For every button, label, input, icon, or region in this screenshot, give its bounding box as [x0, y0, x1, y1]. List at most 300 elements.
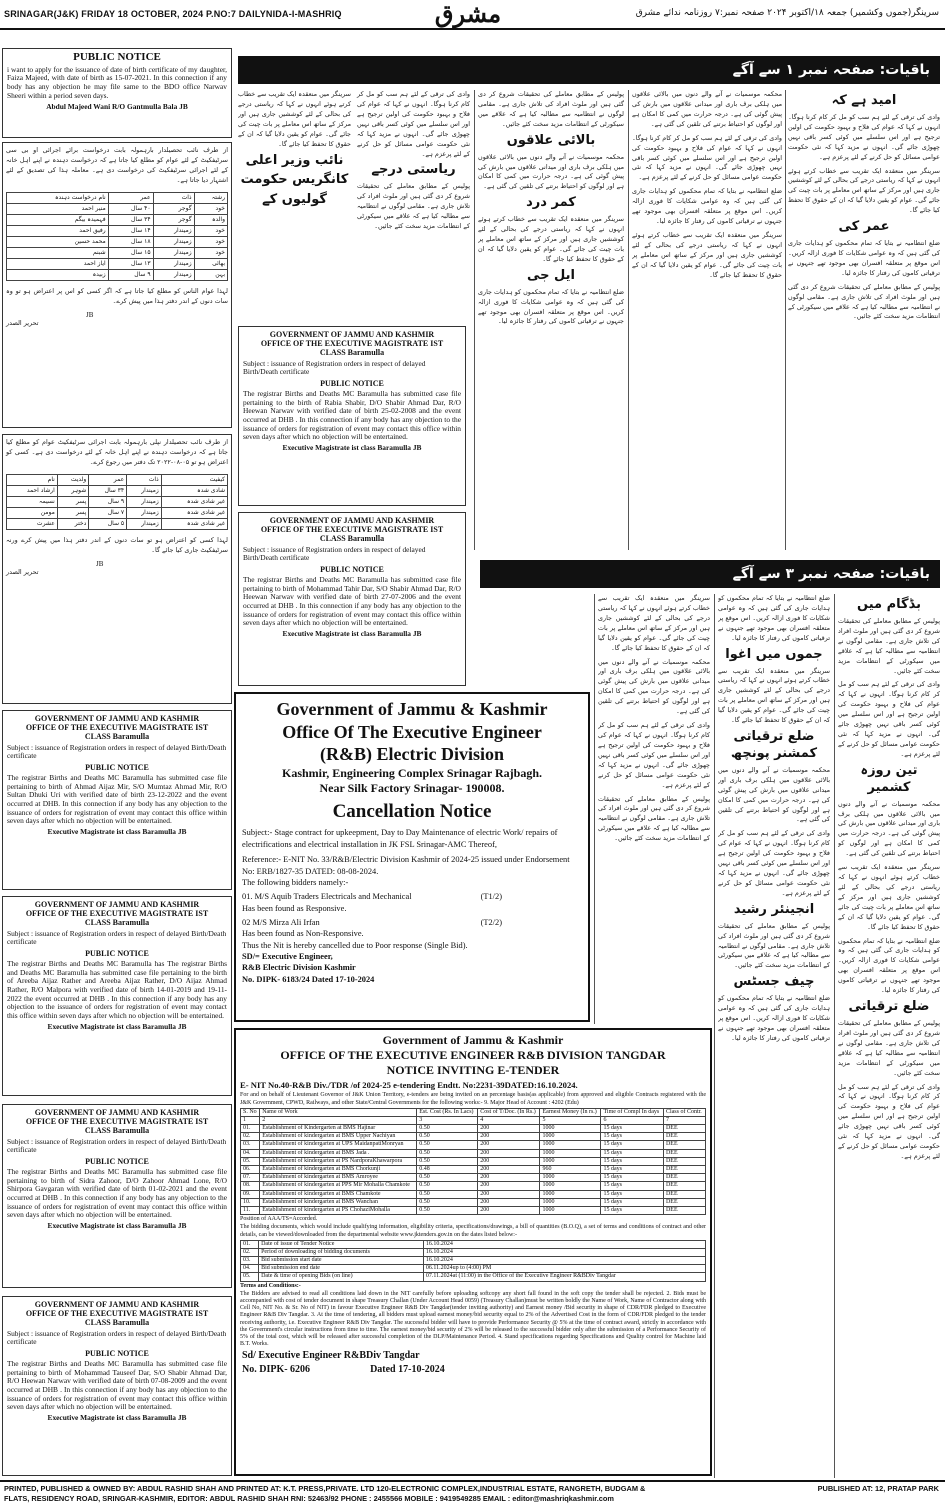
table-cell: زمیندار [153, 247, 194, 258]
table-row [7, 518, 228, 529]
table-cell: 200 [478, 1206, 540, 1214]
urdu-article-text: سرینگر میں منعقدہ ایک تقریب سے خطاب کرتے ہوئے انہوں نے کہا کہ ریاستی درجے کی بحالی کے لئے کوششیں جاری ہیں اور مرکز کے ساتھ اس معاملے پر بات چیت کی جائے گی۔ عوام کو یقین دلایا گیا کہ ان کے حقوق کا تحفظ کیا جائے گا۔ [238, 90, 351, 148]
table-cell: 15 days [601, 1182, 663, 1190]
table-cell: DEE [663, 1125, 705, 1133]
notice-title: PUBLIC NOTICE [320, 564, 384, 574]
table-cell: 15 days [601, 1157, 663, 1165]
table-cell: 11. [241, 1206, 260, 1214]
notice-h1: GOVERNMENT OF JAMMU AND KASHMIR [269, 516, 435, 525]
table-header-cell: Cost of T/Doc. (In Rs.) [478, 1108, 540, 1116]
table-row [7, 203, 228, 214]
notice-body: The registrar Births and Deaths MC Baramulla has submitted case file pertaining to birth of Mohammad Tahir Dar, S/O Shabir Ahmad Dar, R/O Heewan Narwav with verified date of birth 27-07-2006 and the event occurred at DHB . In this connection if any body has any objection to the issuance of orders for registration of event may contact this office within seven days after which no objection will be entertained. [243, 574, 461, 628]
table-cell: 03. [241, 1257, 259, 1265]
table-cell: زمیندار [153, 269, 194, 280]
table-cell: 07.11.2024at (11:00) in the Office of the Executive Engineer R&BDiv Tangdar [423, 1273, 705, 1281]
table-cell: 15 days [601, 1190, 663, 1198]
table-row [241, 1257, 706, 1265]
table-cell: Period of downloading of bidding documents [259, 1248, 424, 1256]
cn-sign-1: SD/= Executive Engineer, [242, 951, 333, 961]
table-cell: ۵ سال [89, 518, 127, 529]
urdu-article-text: وادی کی ترقی کے لئے ہم سب کو مل کر کام کرنا ہوگا۔ انہوں نے کہا کہ عوام کی فلاح و بہبود حکومت کی اولین ترجیح ہے اور اس سلسلے میں کوئی کسر باقی نہیں چھوڑی جائے گی۔ انہوں نے مزید کہا کہ نئی حکومت عوامی مسائل کو حل کرنے کے لئے پرعزم ہے۔ [598, 721, 710, 789]
table-cell: رشتہ [194, 192, 227, 203]
tender-sign-3: Dated 17-10-2024 [370, 1364, 445, 1376]
table-row [241, 1141, 706, 1149]
notice-h3: CLASS Baramulla [319, 534, 385, 544]
table-cell: Establishment of kindergarten at PS ChohaziMohalla [260, 1206, 417, 1214]
table-cell: 1000 [540, 1174, 601, 1182]
table-cell: 0.50 [417, 1174, 478, 1182]
table-row [241, 1206, 706, 1214]
notice-body: i want to apply for the issuance of date of birth certificate of my daughter, Faiza Majeed, with date of birth as 15-07-2021. In this connection if any body has any objection he may file same to the BDO office Narwav Sheeri within a period seven days. [7, 64, 227, 100]
notice-h1: GOVERNMENT OF JAMMU AND KASHMIR [269, 330, 435, 339]
urdu-notice-footer: لہذا کسی کو اعتراض ہو تو سات دنوں کے اندر دفتر ہذا میں پیش کرے ورنہ سرٹیفکیٹ جاری کیا جائے گا۔ [6, 535, 228, 554]
table-cell: بھائی [194, 258, 227, 269]
cn-heading-2: Office Of The Executive Engineer [282, 721, 542, 742]
urdu-article-text: محکمہ موسمیات نے آنے والے دنوں میں بالائی علاقوں میں ہلکی برف باری اور میدانی علاقوں میں بارش کی پیش گوئی کی ہے۔ درجہ حرارت میں کمی کا امکان ہے اور لوگوں کو احتیاط برتنے کی تلقین کی گئی ہے۔ [478, 152, 624, 191]
tender-terms-title: Terms and Conditions:- [240, 1282, 301, 1289]
masthead-left: SRINAGAR(J&K) FRIDAY 18 OCTOBER, 2024 P.NO:7 DAILYNIDA-I-MASHRIQ [4, 9, 342, 19]
newspaper-logo: مشرق [434, 0, 502, 28]
table-cell: ولدیت [57, 474, 88, 485]
notice-title: PUBLIC NOTICE [320, 378, 384, 388]
gov-notice [2, 1296, 232, 1476]
urdu-article-text: ضلع انتظامیہ نے بتایا کہ تمام محکموں کو ہدایات جاری کی گئی ہیں کہ وہ عوامی شکایات کا فوری ازالہ کریں۔ اس موقع پر متعلقہ افسران بھی موجود تھے جنہوں نے ترقیاتی کاموں کی رفتار کا جائزہ لیا۔ [838, 936, 940, 995]
tender-intro: For and on behalf of Lieutenant Governor of J&K Union Territory, e-tenders are being invited on an percentage basis(as applicable) from approved and eligible Contracts registered with the J&K Government, CPWD, Railways, and other State/Central Governments for the following works:- 9. Major Head of Account : 4202 (Edu) [240, 1092, 706, 1106]
table-header-cell: Class of Contr. [663, 1108, 705, 1116]
cn-cancel-text: Thus the Nit is hereby cancelled due to Poor response (Single Bid). [242, 940, 468, 950]
tender-heading-3: NOTICE INVITING E-TENDER [386, 1063, 560, 1077]
urdu-article-text: محکمہ موسمیات نے آنے والے دنوں میں بالائی علاقوں میں ہلکی برف باری اور میدانی علاقوں میں بارش کی پیش گوئی کی ہے۔ درجہ حرارت میں کمی کا امکان ہے اور لوگوں کو احتیاط برتنے کی تلقین کی گئی ہے۔ [838, 799, 940, 858]
urdu-article-text: محکمہ موسمیات نے آنے والے دنوں میں بالائی علاقوں میں ہلکی برف باری اور میدانی علاقوں میں بارش کی پیش گوئی کی ہے۔ درجہ حرارت میں کمی کا امکان ہے اور لوگوں کو احتیاط برتنے کی تلقین کی گئی ہے۔ [598, 657, 710, 716]
notice-h2: OFFICE OF THE EXECUTIVE MAGISTRATE IST [25, 909, 209, 919]
cancellation-notice [234, 692, 590, 1022]
table-cell: زمیندار [127, 485, 162, 496]
headline-umeed: امید ہے کہ [831, 93, 897, 108]
notice-sign: Executive Magistrate ist class Baramulla JB [282, 629, 422, 639]
table-cell: 200 [478, 1149, 540, 1157]
table-row [7, 269, 228, 280]
urdu-article-text: پولیس کے مطابق معاملے کی تحقیقات شروع کر دی گئی ہیں اور ملوث افراد کی تلاش جاری ہے۔ مقامی لوگوں نے انتظامیہ سے مطالبہ کیا ہے کہ علاقے میں سیکورٹی کے انتظامات مزید سخت کئے جائیں۔ [718, 921, 830, 970]
table-cell: والدہ [194, 214, 227, 225]
tender-notice [234, 1028, 712, 1476]
table-cell: DEE [663, 1190, 705, 1198]
table-cell: زبیدہ [7, 269, 109, 280]
headline-goliyon: گولیوں کے [262, 192, 327, 208]
table-cell: Date of issue of Tender Notice [259, 1240, 424, 1248]
notice-subject: Subject : issuance of Registration orders in respect of delayed Birth/Death certificate [7, 1328, 227, 1347]
cn-reference: Reference:- E-NIT No. 33/R&B/Electric Division Kashmir of 2024-25 issued under Endorsement No: ERB/1827-35 DATED: 08-08-2024. [242, 855, 570, 876]
table-cell: محمد حسین [7, 236, 109, 247]
notice-sign: Executive Magistrate ist class Baramulla JB [47, 1021, 187, 1031]
gov-notice [2, 1104, 232, 1288]
table-cell: غیر شادی شدہ [161, 518, 227, 529]
table-row [241, 1190, 706, 1198]
table-header-cell: S. No [241, 1108, 260, 1116]
table-cell: 1000 [540, 1133, 601, 1141]
cn-bidder-2-status: Has been found as Non-Responsive. [242, 929, 364, 939]
notice-body: The registrar Births and Deaths MC Baramulla has submitted case file pertaining to birth of Ahmad Aijaz Mir, S/O Mumtaz Ahmad Mir, R/O Sultan Dhuki Uri with verified date of birth 23-12-2022 and the event occurred at DHB. In this connection if any body has any objection to the issuance of orders for registration of event may contact this office within seven days after which no objection will be entertained. [7, 772, 227, 826]
notice-body: The registrar Births and Deaths MC Baramulla has submitted case file pertaining to birth of Sidra Zahoor, D/O Zahoor Ahmad Lone, R/O Shirpora Gavgaran with verified date of birth 01-02-2021 and the event occurred at DHB . In this connection if any body has any objection to the issuance of orders for registration of event may contact this office within seven days after which no objection will be entertained. [7, 1166, 227, 1220]
tender-sign-1: Sd/ Executive Engineer R&BDiv Tangdar [242, 1350, 420, 1362]
table-cell: 16.10.2024 [423, 1257, 705, 1265]
table-cell: پسر [57, 496, 88, 507]
table-cell: 02. [241, 1248, 259, 1256]
table-cell: ۱۴ سال [108, 225, 153, 236]
column-rule [785, 90, 786, 550]
table-cell: 200 [478, 1133, 540, 1141]
urdu-column-4 [238, 90, 470, 322]
urdu-article-text: سرینگر میں منعقدہ ایک تقریب سے خطاب کرتے ہوئے انہوں نے کہا کہ ریاستی درجے کی بحالی کے لئے کوششیں جاری ہیں اور مرکز کے ساتھ اس معاملے پر بات چیت کی جائے گی۔ عوام کو یقین دلایا گیا کہ ان کے حقوق کا تحفظ کیا جائے گا۔ [598, 594, 710, 652]
table-cell: رفیق احمد [7, 225, 109, 236]
table-row [7, 496, 228, 507]
notice-sign: Abdul Majeed Wani R/O Gantmulla Bala JB [46, 101, 188, 111]
headline-riyasti: ریاستی درجے [371, 162, 456, 178]
table-header-num: 6 [601, 1116, 663, 1124]
footer-line-2: FLATS, RESIDENCY ROAD, SRINGAR-KASHMIR, EDITOR: ABDUL RASHID SHAH RNI: 52463/92 PHONE : 2455566 MOBILE : 9419549285 EMAIL : editor@mashriqkashmir.com [4, 1494, 614, 1503]
notice-h2: OFFICE OF THE EXECUTIVE MAGISTRATE IST [260, 339, 444, 349]
gov-notice [2, 896, 232, 1096]
table-cell: 03. [241, 1141, 260, 1149]
table-cell: ۹ سال [108, 269, 153, 280]
column-rule [594, 594, 595, 1024]
table-row [241, 1240, 706, 1248]
table-row [7, 507, 228, 518]
tender-sign-2: No. DIPK- 6206 [242, 1364, 311, 1376]
table-cell: ارشاد احمد [7, 485, 58, 496]
notice-h3: CLASS Baramulla [84, 918, 150, 928]
urdu-article-text: وادی کی ترقی کے لئے ہم سب کو مل کر کام کرنا ہوگا۔ انہوں نے کہا کہ عوام کی فلاح و بہبود حکومت کی اولین ترجیح ہے اور اس سلسلے میں کوئی کسر باقی نہیں چھوڑی جائے گی۔ انہوں نے مزید کہا کہ نئی حکومت عوامی مسائل کو حل کرنے کے لئے پرعزم ہے۔ [632, 133, 782, 182]
table-cell: 06. [241, 1166, 260, 1174]
table-cell: DEE [663, 1149, 705, 1157]
table-cell: Date & time of opening Bids (on line) [259, 1273, 424, 1281]
table-cell: Establishment of kindergarten at BMS Upper Nachiyan [260, 1133, 417, 1141]
headline-kamar-dard: کمر درد [526, 195, 576, 211]
table-cell: 200 [478, 1125, 540, 1133]
table-cell: خود [194, 225, 227, 236]
table-cell: 200 [478, 1141, 540, 1149]
gov-notice [238, 512, 466, 686]
column-rule [474, 90, 475, 550]
cn-heading-1: Government of Jammu & Kashmir [276, 699, 548, 719]
table-cell: 0.50 [417, 1206, 478, 1214]
table-row [7, 236, 228, 247]
urdu-notice-footer: لہذا عوام الناس کو مطلع کیا جاتا ہے کہ اگر کسی کو اس پر اعتراض ہو تو وہ سات دنوں کے اندر دفتر ہذا میں پیش کرے۔ [6, 286, 228, 305]
table-cell: 05. [241, 1273, 259, 1281]
cn-bidder-1 [242, 891, 582, 902]
table-cell: 15 days [601, 1198, 663, 1206]
table-cell: خود [194, 247, 227, 258]
table-cell: ۱۵ سال [108, 247, 153, 258]
urdu-article-text: وادی کی ترقی کے لئے ہم سب کو مل کر کام کرنا ہوگا۔ انہوں نے کہا کہ عوام کی فلاح و بہبود حکومت کی اولین ترجیح ہے اور اس سلسلے میں کوئی کسر باقی نہیں چھوڑی جائے گی۔ انہوں نے مزید کہا کہ نئی حکومت عوامی مسائل کو حل کرنے کے لئے پرعزم ہے۔ [718, 829, 830, 897]
footer-line-1: PRINTED, PUBLISHED & OWNED BY: ABDUL RASHID SHAH AND PRINTED AT: K.T. PRESS,PRIVATE. LTD 120-ELECTRONIC COMPLEX,INDUSTRIAL ESTATE, RANGRETH, BUDGAM & [4, 1484, 646, 1493]
table-cell: 15 days [601, 1141, 663, 1149]
tender-schedule-table [240, 1240, 706, 1282]
notice-title: PUBLIC NOTICE [85, 762, 149, 772]
table-cell: DEE [663, 1157, 705, 1165]
table-row [241, 1149, 706, 1157]
table-cell: 200 [478, 1174, 540, 1182]
urdu-article-text: پولیس کے مطابق معاملے کی تحقیقات شروع کر دی گئی ہیں اور ملوث افراد کی تلاش جاری ہے۔ مقامی لوگوں نے انتظامیہ سے مطالبہ کیا ہے کہ علاقے میں سیکورٹی کے انتظامات مزید سخت کئے جائیں۔ [598, 794, 710, 843]
table-cell: 10. [241, 1198, 260, 1206]
table-cell: دختر [57, 518, 88, 529]
headline-umar: عمر کی [838, 219, 890, 235]
table-cell: DEE [663, 1133, 705, 1141]
cn-bidder-1-status: Has been found as Responsive. [242, 903, 347, 913]
tender-docs: The bidding documents, which would include qualifying information, eligibility criteria, specifications/drawings, a bill of quantities (B.O.Q), a set of terms and conditions of contract and other details, can be viewed/downloaded from the departmental website www.jktenders.gov.in on the dates listed below:- [240, 1224, 706, 1238]
table-cell: 16.10.2024 [423, 1240, 705, 1248]
urdu-article-text: پولیس کے مطابق معاملے کی تحقیقات شروع کر دی گئی ہیں اور ملوث افراد کی تلاش جاری ہے۔ مقامی لوگوں نے انتظامیہ سے مطالبہ کیا ہے کہ علاقے میں سیکورٹی کے انتظامات مزید سخت کئے جائیں۔ [357, 182, 470, 231]
urdu-notice-sign: JB [96, 559, 104, 568]
headline-budgam: بڈگام میں [857, 597, 921, 612]
table-cell: 1000 [540, 1157, 601, 1165]
table-row [241, 1157, 706, 1165]
table-cell: Establishment of kindergarten at BMS Chorkunji [260, 1166, 417, 1174]
table-row [241, 1198, 706, 1206]
tender-sign-row [242, 1364, 704, 1376]
table-cell: عمر [108, 192, 153, 203]
urdu-notice-1 [2, 142, 232, 428]
table-row [241, 1174, 706, 1182]
notice-title: PUBLIC NOTICE [85, 1156, 149, 1166]
notice-h2: OFFICE OF THE EXECUTIVE MAGISTRATE IST [25, 1309, 209, 1319]
notice-sign: Executive Magistrate ist class Baramulla JB [47, 1413, 187, 1423]
notice-subject: Subject : issuance of Registration orders in respect of delayed Birth/Death certificate [7, 1136, 227, 1155]
table-header-num-row [241, 1116, 706, 1124]
table-row [7, 474, 228, 485]
table-cell: نسیمہ [7, 496, 58, 507]
table-cell: عشرت [7, 518, 58, 529]
table-cell: پسر [57, 507, 88, 518]
urdu-notice-sign: JB [86, 310, 94, 319]
notice-h3: CLASS Baramulla [84, 1318, 150, 1328]
table-cell: 200 [478, 1190, 540, 1198]
table-cell: نام [7, 474, 58, 485]
table-header-cell: Earnest Money (In rs.) [540, 1108, 601, 1116]
table-cell: 0.50 [417, 1141, 478, 1149]
cn-dipk: No. DIPK- 6183/24 Dated 17-10-2024 [242, 974, 375, 984]
table-cell: 15 days [601, 1206, 663, 1214]
table-header-num: 7 [663, 1116, 705, 1124]
cn-subject: Subject:- Stage contract for upkeepment, Day to Day Maintenance of electric Work/ repairs of electrifications and electrical installation in JK FSL Srinagar-AMC Thereof, [242, 828, 558, 849]
urdu-notice-text: از طرف نائب تحصیلدار بارہمولہ بابت درخواست برائے اجرائی او بی سی سرٹیفکیٹ کے لئے عوام کو مطلع کیا جاتا ہے کہ درخواست دہندہ نے اپنے اہل خانہ کے لئے اجرائی سرٹیفکیٹ کی درخواست دی ہے۔ معاملہ ہذا کی تصدیق کے لئے اشتہار دیا جاتا ہے۔ [6, 146, 228, 184]
urdu-article-text: محکمہ موسمیات نے آنے والے دنوں میں بالائی علاقوں میں ہلکی برف باری اور میدانی علاقوں میں بارش کی پیش گوئی کی ہے۔ درجہ حرارت میں کمی کا امکان ہے اور لوگوں کو احتیاط برتنے کی تلقین کی گئی ہے۔ [718, 765, 830, 824]
table-cell: زمیندار [153, 225, 194, 236]
table-cell: 01. [241, 1240, 259, 1248]
table-cell: 16.10.2024 [423, 1248, 705, 1256]
notice-body: The registrar Births and Deaths MC Baramulla has submitted case file pertaining to the birth of Rabia Shabir, D/O Shabir Ahmad Dar, R/O Heewan Narwav with verified date of birth 25-02-2008 and the event occurred at DHB . In this connection if any body has any objection to the issuance of orders for registration of event may contact this office within seven days after which no objection will be entertained. [243, 388, 461, 442]
cn-bidder-2-name: 02 M/S Mirza Ali Irfan [242, 917, 320, 927]
table-cell: 0.50 [417, 1157, 478, 1165]
table-header-cell: Est. Cost (Rs. In Lacs) [417, 1108, 478, 1116]
table-cell: ۱۸ سال [108, 236, 153, 247]
cn-bidder-2-code: (T2/2) [480, 917, 502, 927]
urdu-article-text: ضلع انتظامیہ نے بتایا کہ تمام محکموں کو ہدایات جاری کی گئی ہیں کہ وہ عوامی شکایات کا فوری ازالہ کریں۔ اس موقع پر متعلقہ افسران بھی موجود تھے جنہوں نے ترقیاتی کاموں کی رفتار کا جائزہ لیا۔ [788, 239, 940, 277]
table-cell: 15 days [601, 1125, 663, 1133]
table-cell: شوہر [57, 485, 88, 496]
table-cell: 01. [241, 1125, 260, 1133]
table-cell: Establishment of kindergarten at PPS Mir Mohalla Chamkote [260, 1182, 417, 1190]
urdu-notice-sign2: تحریر الصدر [6, 318, 39, 327]
table-cell: زمیندار [127, 507, 162, 518]
masthead-right: سرینگر(جموں وکشمیر) جمعہ ۱۸/اکتوبر ۲۰۲۴ صفحہ نمبر:۷ روزنامہ ندائے مشرق [635, 8, 939, 18]
column-rule [628, 90, 629, 550]
table-cell: زمیندار [127, 496, 162, 507]
table-cell: منیر احمد [7, 203, 109, 214]
table-cell: زمیندار [153, 258, 194, 269]
notice-sign: Executive Magistrate ist class Baramulla JB [47, 1221, 187, 1231]
table-cell: 08. [241, 1182, 260, 1190]
notice-subject: Subject : issuance of Registration orders in respect of delayed Birth/Death certificate [7, 742, 227, 761]
notice-body: The registrar Births and Deaths MC Baramulla has submitted case file pertaining to birth of Mohammad Tauseef Dar, S/O Shabir Ahmad Dar, R/O Heewan Narwav with verified date of birth 07-08-2009 and the event occurred at DHB . In this connection if any body has any objection to the issuance of orders for registration of event may contact this office within seven days after which no objection will be entertained. [7, 1358, 227, 1412]
table-cell: 0.50 [417, 1198, 478, 1206]
table-cell: Bid submission start date [259, 1257, 424, 1265]
table-cell: 15 days [601, 1149, 663, 1157]
table-header-num: 3 [417, 1116, 478, 1124]
notice-h3: CLASS Baramulla [84, 1126, 150, 1136]
banner-baqiyat-top: باقیات: صفحہ نمبر ۱ سے آگے [238, 56, 940, 84]
table-header-num: 4 [478, 1116, 540, 1124]
table-cell: 07. [241, 1174, 260, 1182]
table-cell: 04. [241, 1265, 259, 1273]
table-cell: 0.50 [417, 1182, 478, 1190]
urdu-article-text: ضلع انتظامیہ نے بتایا کہ تمام محکموں کو ہدایات جاری کی گئی ہیں کہ وہ عوامی شکایات کا فوری ازالہ کریں۔ اس موقع پر متعلقہ افسران بھی موجود تھے جنہوں نے ترقیاتی کاموں کی رفتار کا جائزہ لیا۔ [718, 994, 830, 1042]
table-header-row [241, 1108, 706, 1116]
urdu-article-text: ضلع انتظامیہ نے بتایا کہ تمام محکموں کو ہدایات جاری کی گئی ہیں کہ وہ عوامی شکایات کا فوری ازالہ کریں۔ اس موقع پر متعلقہ افسران بھی موجود تھے جنہوں نے ترقیاتی کاموں کی رفتار کا جائزہ لیا۔ [718, 594, 830, 642]
table-row [241, 1182, 706, 1190]
table-header-cell: Time of Compl In days [601, 1108, 663, 1116]
table-cell: DEE [663, 1141, 705, 1149]
table-row [241, 1166, 706, 1174]
urdu-article-text: پولیس کے مطابق معاملے کی تحقیقات شروع کر دی گئی ہیں اور ملوث افراد کی تلاش جاری ہے۔ مقامی لوگوں نے انتظامیہ سے مطالبہ کیا ہے کہ علاقے میں سیکورٹی کے انتظامات مزید سخت کئے جائیں۔ [788, 282, 940, 321]
table-cell: Establishment of kindergarten at PS NardporaKhawarpora [260, 1157, 417, 1165]
table-cell: 0.50 [417, 1149, 478, 1157]
urdu-notice-table [6, 192, 228, 281]
tender-terms: The Bidders are advised to read all conditions laid down in the NIT carefully before uploading softcopy any short fall found in the soft copy the tender shall be rejected. 2. Bids must be accompanied with cost of tender document in shape Treasury Challan (Under Account Head 0059) (Treasury Challan)must be written boldly the Name of Work, Name of Contractor along with Cell No, NIT No. & Sr. No of NIT) in favour Executive Engineer R&B Div Tangdar(tender inviting authority) and Earnest money /Bid security in shape of CDR/FDR pledged to Executive Engineer R&B Div Tangdar. 3. At the time of tendering, all bidders must upload earnest money/bid security equal to 2% of the Advertised Cost in the form of CDR/FDR pledged to the tender receiving authority, i.e. Executive Engineer R&B Div Tangdar. The successful bidder will have to provide Performance Security @ 5% at the time of contract award, strictly in accordance with the Government's circular instructions from time to time. The earnest money/bid security of 2% will be released to the successful bidder only after the submission of a Performance Security of 5% of the total cost, which will be released after successful completion of the DLP/Maintenance Period. 4. Stand specifications regarding Specifications and Quality control for Machine laid B.T. Works. [240, 1290, 706, 1348]
table-row [241, 1273, 706, 1281]
urdu-column-2 [632, 90, 782, 550]
notice-subject: Subject : issuance of Registration orders in respect of delayed Birth/Death certificate [7, 928, 227, 947]
notice-subject: Subject : issuance of Registration orders in respect of delayed Birth/Death certificate [243, 358, 426, 377]
notice-subject: Subject : issuance of Registration orders in respect of delayed Birth/Death certificate [243, 544, 426, 563]
table-header-num: 2 [260, 1116, 417, 1124]
table-cell: شادی شدہ [161, 485, 227, 496]
tender-heading-2: OFFICE OF THE EXECUTIVE ENGINEER R&B DIVISION TANGDAR [280, 1048, 666, 1062]
urdu-column-8 [598, 594, 710, 1024]
table-cell: ۳۴ سال [108, 214, 153, 225]
urdu-notice-sign2: تحریر الصدر [6, 568, 39, 576]
urdu-article-text: وادی کی ترقی کے لئے ہم سب کو مل کر کام کرنا ہوگا۔ انہوں نے کہا کہ عوام کی فلاح و بہبود حکومت کی اولین ترجیح ہے اور اس سلسلے میں کوئی کسر باقی نہیں چھوڑی جائے گی۔ انہوں نے مزید کہا کہ نئی حکومت عوامی مسائل کو حل کرنے کے لئے پرعزم ہے۔ [838, 1082, 940, 1160]
table-cell: 200 [478, 1166, 540, 1174]
notice-title: PUBLIC NOTICE [85, 1348, 149, 1358]
table-header-num: 1 [241, 1116, 260, 1124]
table-cell: DEE [663, 1182, 705, 1190]
table-cell: کیفیت [161, 474, 227, 485]
table-row [241, 1248, 706, 1256]
cn-bidder-1-code: (T1/2) [480, 892, 502, 902]
cn-heading-3: (R&B) Electric Division [320, 744, 504, 764]
headline-zila-taraqiyati: ضلع ترقیاتی [848, 999, 930, 1015]
urdu-article-text: وادی کی ترقی کے لئے ہم سب کو مل کر کام کرنا ہوگا۔ انہوں نے کہا کہ عوام کی فلاح و بہبود حکومت کی اولین ترجیح ہے اور اس سلسلے میں کوئی کسر باقی نہیں چھوڑی جائے گی۔ انہوں نے مزید کہا کہ نئی حکومت عوامی مسائل کو حل کرنے کے لئے پرعزم ہے۔ [838, 680, 940, 758]
table-cell: عمر [89, 474, 127, 485]
table-cell: 200 [478, 1198, 540, 1206]
table-cell: خود [194, 236, 227, 247]
cn-bidder-1-name: 01. M/S Aquib Traders Electricals and Mechanical [242, 892, 412, 902]
urdu-article-text: وادی کی ترقی کے لئے ہم سب کو مل کر کام کرنا ہوگا۔ انہوں نے کہا کہ عوام کی فلاح و بہبود حکومت کی اولین ترجیح ہے اور اس سلسلے میں کوئی کسر باقی نہیں چھوڑی جائے گی۔ انہوں نے مزید کہا کہ نئی حکومت عوامی مسائل کو حل کرنے کے لئے پرعزم ہے۔ [357, 90, 470, 158]
table-cell: 200 [478, 1157, 540, 1165]
urdu-notice-text: از طرف نائب تحصیلدار نپلی بارہمولہ بابت اجرائی سرٹیفکیٹ عوام کو مطلع کیا جاتا ہے کہ درخواست دہندہ نے اپنے اہل خانہ کے لئے درخواست دی ہے۔ کسی کو اعتراض ہو تو ۰۵-۰۸-۲۰۲۲ تک دفتر میں رجوع کرے۔ [6, 438, 228, 466]
table-cell: 15 days [601, 1174, 663, 1182]
table-cell: 15 days [601, 1166, 663, 1174]
table-cell: ۷ سال [89, 507, 127, 518]
headline-teen-roza: تین روزہ کشمیر [860, 762, 918, 795]
table-row [241, 1125, 706, 1133]
table-header-cell: Name of Work [260, 1108, 417, 1116]
notice-h2: OFFICE OF THE EXECUTIVE MAGISTRATE IST [25, 1117, 209, 1127]
notice-h1: GOVERNMENT OF JAMMU AND KASHMIR [34, 900, 200, 909]
notice-h1: GOVERNMENT OF JAMMU AND KASHMIR [34, 1108, 200, 1117]
table-cell: نام درخواست دہندہ [7, 192, 109, 203]
headline-chief-justice: چیف جسٹس [733, 974, 815, 990]
headline-jammu: جموں میں اغوا [725, 646, 823, 662]
tender-enit: E- NIT No.40-R&B Div./TDR /of 2024-25 e-tendering Endtt. No:2231-39DATED:16.10.2024. [240, 1080, 578, 1090]
table-cell: زمیندار [153, 236, 194, 247]
cn-intro: The following bidders namely:- [242, 877, 349, 887]
table-cell: 1000 [540, 1206, 601, 1214]
table-cell: زمیندار [127, 518, 162, 529]
table-cell: ذات [127, 474, 162, 485]
table-cell: 04. [241, 1149, 260, 1157]
urdu-article-text: وادی کی ترقی کے لئے ہم سب کو مل کر کام کرنا ہوگا۔ انہوں نے کہا کہ عوام کی فلاح و بہبود حکومت کی اولین ترجیح ہے اور اس سلسلے میں کوئی کسر باقی نہیں چھوڑی جائے گی۔ انہوں نے مزید کہا کہ نئی حکومت عوامی مسائل کو حل کرنے کے لئے پرعزم ہے۔ [788, 112, 940, 161]
notice-sign: Executive Magistrate ist class Baramulla JB [282, 443, 422, 453]
urdu-article-text: پولیس کے مطابق معاملے کی تحقیقات شروع کر دی گئی ہیں اور ملوث افراد کی تلاش جاری ہے۔ مقامی لوگوں نے انتظامیہ سے مطالبہ کیا ہے کہ علاقے میں سیکورٹی کے انتظامات مزید سخت کئے جائیں۔ [478, 90, 624, 128]
gov-notice [2, 710, 232, 890]
table-cell: بہن [194, 269, 227, 280]
table-cell: 200 [478, 1182, 540, 1190]
table-row [7, 214, 228, 225]
urdu-column-7 [718, 594, 830, 1478]
urdu-article-text: ضلع انتظامیہ نے بتایا کہ تمام محکموں کو ہدایات جاری کی گئی ہیں کہ وہ عوامی شکایات کا فوری ازالہ کریں۔ اس موقع پر متعلقہ افسران بھی موجود تھے جنہوں نے ترقیاتی کاموں کی رفتار کا جائزہ لیا۔ [632, 187, 782, 226]
table-cell: DEE [663, 1174, 705, 1182]
gov-notice [238, 326, 466, 506]
table-cell: Bid submission end date [259, 1265, 424, 1273]
table-row [7, 192, 228, 203]
table-cell: 960 [540, 1166, 601, 1174]
table-cell: Establishment of Kindergarten at BMS Hajinar [260, 1125, 417, 1133]
table-cell: 1000 [540, 1182, 601, 1190]
table-cell: Establishment of kindergarten at BMS Amroyee [260, 1174, 417, 1182]
table-header-num: 5 [540, 1116, 601, 1124]
cn-heading-5: Near Silk Factory Srinagar- 190008. [319, 781, 505, 796]
urdu-notice-2 [2, 434, 232, 704]
table-cell: 09. [241, 1190, 260, 1198]
notice-h2: OFFICE OF THE EXECUTIVE MAGISTRATE IST [260, 525, 444, 535]
table-row [241, 1133, 706, 1141]
table-cell: Establishment of kindergarten at UPS MaidanpatiMonryan [260, 1141, 417, 1149]
headline-zila-commissioner: ضلع ترقیاتی کمشنر پونچھ [730, 729, 818, 761]
notice-sign: Executive Magistrate ist class Baramulla JB [47, 827, 187, 837]
table-row [241, 1265, 706, 1273]
table-cell: غیر شادی شدہ [161, 496, 227, 507]
table-cell: ۱۳ سال [108, 258, 153, 269]
tender-heading-1: Government of Jammu & Kashmir [382, 1033, 564, 1047]
masthead [0, 0, 945, 30]
tender-position: Position of AAA/TS=Accorded. [240, 1216, 318, 1223]
table-cell: 06.11.2024up to (4:00) PM [423, 1265, 705, 1273]
table-cell: ۹ سال [89, 496, 127, 507]
urdu-article-text: سرینگر میں منعقدہ ایک تقریب سے خطاب کرتے ہوئے انہوں نے کہا کہ ریاستی درجے کی بحالی کے لئے کوششیں جاری ہیں اور مرکز کے ساتھ اس معاملے پر بات چیت کی جائے گی۔ عوام کو یقین دلایا گیا کہ ان کے حقوق کا تحفظ کیا جائے گا۔ [632, 230, 782, 279]
column-rule [834, 594, 835, 1478]
tender-works-table [240, 1108, 706, 1215]
